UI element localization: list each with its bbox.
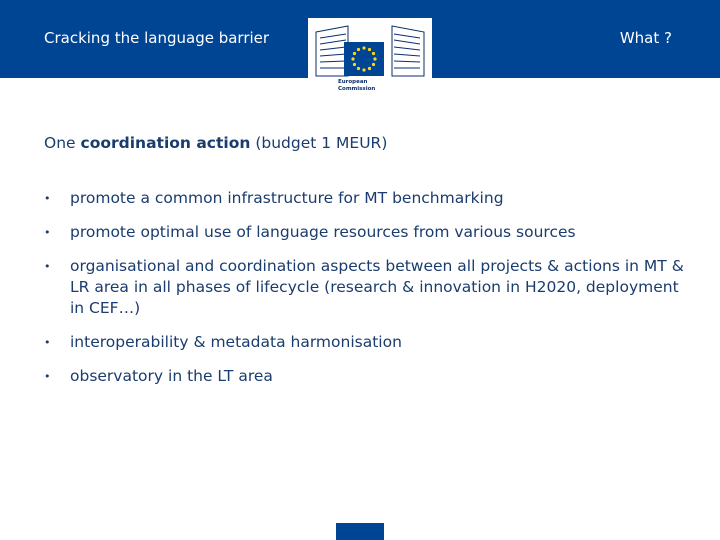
- flag-star: [351, 57, 354, 60]
- footer-bar: [336, 523, 384, 540]
- presentation-title: Cracking the language barrier: [44, 29, 270, 47]
- intro-prefix: One: [44, 134, 81, 152]
- bullet-icon: •: [44, 370, 51, 383]
- logo-caption: [338, 79, 375, 92]
- flag-star: [353, 63, 356, 66]
- flag-star: [372, 63, 375, 66]
- flag-star: [362, 68, 365, 71]
- list-item: [44, 188, 684, 209]
- slide-title: What ?: [619, 29, 672, 47]
- intro-heading: [44, 134, 387, 152]
- intro-bold: coordination action: [80, 134, 251, 152]
- logo-line-2: Commission: [338, 85, 376, 92]
- flag-star: [353, 52, 356, 55]
- bullet-text: promote a common infrastructure for MT benchmarking: [70, 189, 504, 207]
- flag-star: [357, 48, 360, 51]
- bullet-icon: •: [44, 336, 51, 349]
- flag-star: [362, 46, 365, 49]
- logo-line-1: European: [338, 79, 368, 85]
- flag-star: [357, 67, 360, 70]
- flag-star: [373, 57, 376, 60]
- list-item: [44, 332, 684, 353]
- bullet-list: [44, 188, 684, 400]
- list-item: [44, 256, 684, 319]
- flag-star: [368, 67, 371, 70]
- bullet-icon: •: [44, 192, 51, 205]
- list-item: [44, 222, 684, 243]
- bullet-text: observatory in the LT area: [70, 367, 273, 385]
- list-item: [44, 366, 684, 387]
- bullet-icon: •: [44, 226, 51, 239]
- bullet-text: organisational and coordination aspects between all projects & actions in MT & LR area in all phases of lifecycle (research & innovation in H2020, deployment in CEF…): [70, 257, 684, 317]
- bullet-icon: •: [44, 260, 51, 273]
- european-commission-logo: [308, 18, 432, 104]
- bullet-text: promote optimal use of language resources from various sources: [70, 223, 576, 241]
- intro-suffix: (budget 1 MEUR): [250, 134, 388, 152]
- flag-star: [372, 52, 375, 55]
- flag-star: [368, 48, 371, 51]
- bullet-text: interoperability & metadata harmonisation: [70, 333, 402, 351]
